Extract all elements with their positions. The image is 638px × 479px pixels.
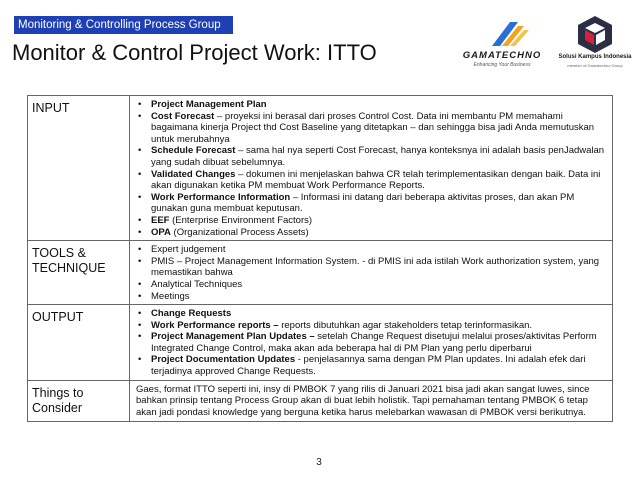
row-label-output: OUTPUT (28, 305, 130, 381)
gamatechno-logo-icon (452, 16, 552, 50)
page-number: 3 (316, 457, 322, 468)
gamatechno-wordmark: GAMATECHNO (462, 50, 542, 61)
row-label-input: INPUT (28, 96, 130, 241)
itto-row-consider (28, 380, 613, 421)
list-item: • Cost Forecast – proyeksi ini berasal dari proses Control Cost. Data ini membantu PM memahami bagaimana kinerja Project thd Cost Baseline yang ditetapkan – dan sehingga bisa jadi Anda memutuskan untuk merubahnya (136, 111, 606, 146)
itto-row-output (28, 305, 613, 381)
list-item: • Validated Changes – dokumen ini menjelaskan bahwa CR telah terimplementasikan dengan baik. Data ini akan digunakan ketika PM membuat Work Performance Reports. (136, 169, 606, 192)
list-item: • Change Requests (136, 308, 606, 320)
list-item: • Work Performance reports – reports dibutuhkan agar stakeholders tetap terinformasikan. (136, 320, 606, 332)
section-tag: Monitoring & Controlling Process Group (14, 16, 233, 34)
solusi-kampus-logo (560, 14, 630, 74)
itto-row-tools (28, 241, 613, 305)
list-item: • EEF (Enterprise Environment Factors) (136, 215, 606, 227)
row-content-tools (130, 241, 613, 305)
row-content-input (130, 96, 613, 241)
gamatechno-tagline: Enhancing Your Business (473, 62, 531, 68)
itto-table (27, 95, 613, 422)
list-item: • Analytical Techniques (136, 279, 606, 291)
list-item: • Work Performance Information – Informasi ini datang dari beberapa aktivitas proses, dan akan PM gunakan guna membuat keputusan. (136, 192, 606, 215)
tools-list (136, 244, 606, 302)
gamatechno-logo (452, 16, 552, 72)
itto-row-input (28, 96, 613, 241)
list-item: • Meetings (136, 291, 606, 303)
list-item: • Project Documentation Updates - penjelasannya sama dengan PM Plan updates. Ini adalah efek dari terjadinya approved Change Requests. (136, 354, 606, 377)
list-item: • Expert judgement (136, 244, 606, 256)
row-label-consider: Things to Consider (28, 380, 130, 421)
list-item: • OPA (Organizational Process Assets) (136, 227, 606, 239)
output-list (136, 308, 606, 378)
row-content-output (130, 305, 613, 381)
solusi-kampus-sub: member of Gamatechno Group (567, 63, 623, 68)
list-item: • Project Management Plan Updates – setelah Change Request disetujui melalui proses/aktivitas Perform Integrated Change Control, maka akan ada beberapa hal di PM Plan yang perlu diperbarui (136, 331, 606, 354)
slide-title: Monitor & Control Project Work: ITTO (12, 40, 377, 65)
solusi-kampus-name: Solusi Kampus Indonesia (558, 54, 632, 60)
list-item: • PMIS – Project Management Information System. - di PMIS ini ada istilah Work authorization system, yang memastikan bahwa (136, 256, 606, 279)
input-list (136, 99, 606, 238)
cube-hexagon-icon (560, 14, 630, 54)
list-item: • Project Management Plan (136, 99, 606, 111)
list-item: • Schedule Forecast – sama hal nya seperti Cost Forecast, hanya konteksnya ini adalah basis penJadwalan yang sudah dibuat sebelumnya. (136, 145, 606, 168)
row-label-tools: TOOLS & TECHNIQUE (28, 241, 130, 305)
row-content-consider: Gaes, format ITTO seperti ini, insy di PMBOK 7 yang rilis di Januari 2021 bisa jadi akan sangat luwes, since bahkan prinsip tentang Process Group akan di buat lebih holistik. Tapi pemahaman tentang PMBOK 6 tetap akan jadi pondasi knowledge yang berguna ketika harus melebarkan wawasan di PMBOK versi berikutnya. (130, 380, 613, 421)
